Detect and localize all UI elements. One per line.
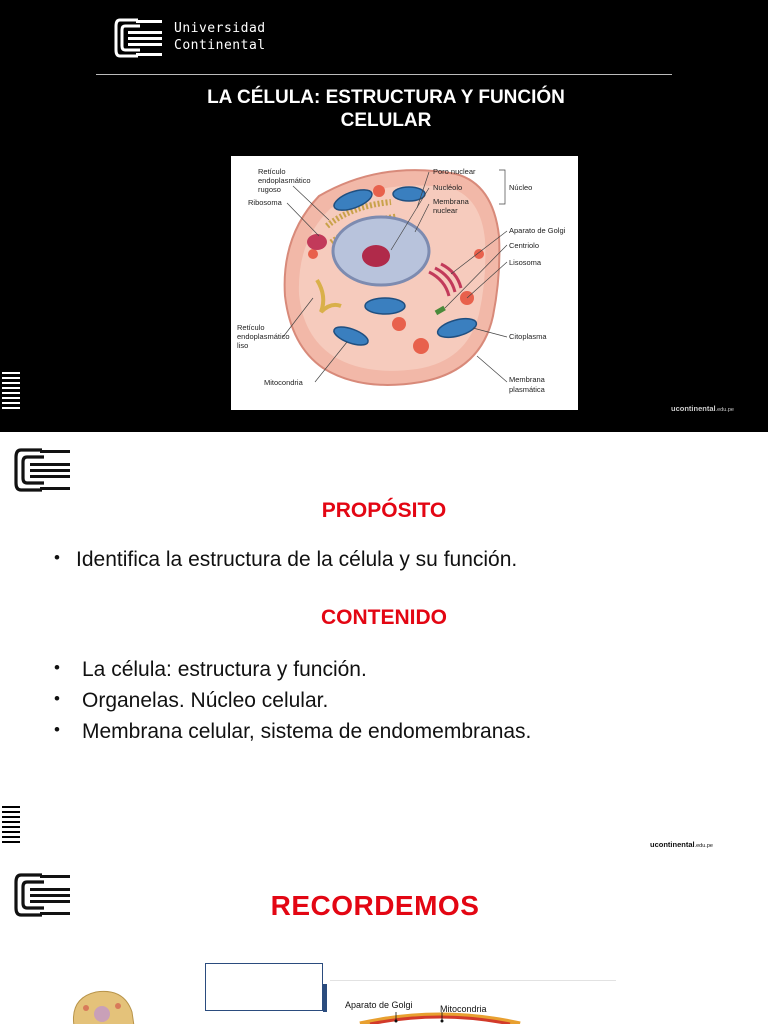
contenido-item-text: Membrana celular, sistema de endomembranas.	[82, 720, 532, 743]
contenido-item	[54, 689, 328, 713]
label-nucleolo: Nucléolo	[433, 183, 463, 192]
title-line-2: CELULAR	[340, 110, 432, 131]
brand-line-1: Universidad	[174, 21, 266, 36]
slide-title	[160, 86, 612, 132]
bullet-icon: •	[54, 658, 60, 677]
recap-slide	[0, 864, 768, 1024]
label-mitocondria: Mitocondria	[264, 378, 303, 387]
label-mitocondria: Mitocondria	[440, 1004, 487, 1014]
side-bars-icon	[2, 372, 20, 412]
label-reticulo-rugoso-3: rugoso	[258, 185, 281, 194]
footer-brand	[650, 840, 713, 849]
cell-thumbnail-image	[66, 986, 138, 1024]
purpose-slide	[0, 432, 768, 864]
footer-brand-name: ucontinental	[671, 404, 716, 413]
animal-cell-diagram	[231, 156, 578, 410]
label-reticulo-rugoso-2: endoplasmático	[258, 176, 311, 185]
label-reticulo-rugoso: Retículo	[258, 167, 286, 176]
side-bars-icon	[2, 806, 20, 846]
label-reticulo-liso-3: liso	[237, 341, 249, 350]
cell-figure-top	[350, 1012, 530, 1024]
brand-line-2: Continental	[174, 38, 266, 53]
footer-domain: .edu.pe	[715, 407, 734, 413]
proposito-item-text: Identifica la estructura de la célula y su función.	[76, 548, 518, 571]
title-slide	[0, 0, 768, 432]
label-membrana-plasmatica: Membrana	[509, 375, 545, 384]
bullet-icon: •	[54, 689, 60, 708]
contenido-item-text: La célula: estructura y función.	[82, 658, 367, 681]
box-edge	[323, 984, 327, 1012]
contenido-item	[54, 720, 531, 744]
label-ribosoma: Ribosoma	[248, 198, 282, 207]
proposito-item	[54, 548, 517, 572]
label-reticulo-liso-2: endoplasmático	[237, 332, 290, 341]
label-membrana-nuclear: Membrana	[433, 197, 469, 206]
label-golgi: Aparato de Golgi	[345, 1000, 413, 1010]
brand-name	[174, 20, 266, 54]
university-logo-icon	[14, 448, 72, 492]
nucleolus-shape	[362, 245, 390, 267]
proposito-heading: PROPÓSITO	[321, 499, 447, 522]
cell-illustration	[231, 156, 578, 410]
label-poro-nuclear: Poro nuclear	[433, 167, 476, 176]
bullet-icon: •	[54, 720, 60, 739]
label-reticulo-liso: Retículo	[237, 323, 265, 332]
contenido-item-text: Organelas. Núcleo celular.	[82, 689, 329, 712]
label-nucleo: Núcleo	[509, 183, 533, 192]
university-logo-icon	[114, 18, 164, 58]
label-citoplasma: Citoplasma	[509, 332, 547, 341]
label-lisosoma: Lisosoma	[509, 258, 542, 267]
contenido-heading: CONTENIDO	[321, 606, 447, 629]
footer-brand	[671, 404, 734, 413]
bullet-icon: •	[54, 548, 60, 567]
recordemos-heading: RECORDEMOS	[270, 890, 480, 921]
figure-top-line	[330, 980, 616, 981]
label-membrana-nuclear-2: nuclear	[433, 206, 458, 215]
footer-brand-name: ucontinental	[650, 840, 695, 849]
header-divider	[96, 74, 672, 75]
label-centriolo: Centriolo	[509, 241, 540, 250]
contenido-item	[54, 658, 367, 682]
footer-domain: .edu.pe	[694, 843, 713, 849]
label-aparato-golgi: Aparato de Golgi	[509, 226, 566, 235]
title-line-1: LA CÉLULA: ESTRUCTURA Y FUNCIÓN	[207, 87, 565, 108]
blank-box	[205, 963, 323, 1011]
label-membrana-plasmatica-2: plasmática	[509, 385, 545, 394]
